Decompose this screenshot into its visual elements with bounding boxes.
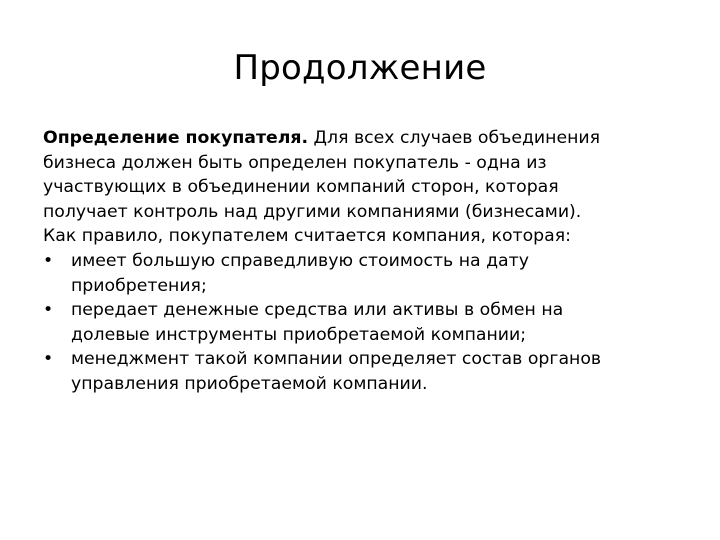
- criteria-list: [43, 249, 683, 397]
- criteria-item: [43, 298, 683, 347]
- slide-content: [43, 126, 683, 397]
- criteria-item-line: менеджмент такой компании определяет состав органов: [71, 349, 602, 370]
- definition-line: бизнеса должен быть определен покупатель - одна из: [43, 152, 547, 173]
- criteria-item: [43, 249, 683, 298]
- slide-title: Продолжение: [233, 48, 487, 88]
- bullet-icon: •: [43, 250, 54, 271]
- criteria-item-line: управления приобретаемой компании.: [71, 373, 428, 394]
- criteria-item-line: имеет большую справедливую стоимость на дату: [71, 250, 529, 271]
- criteria-item-line: передает денежные средства или активы в обмен на: [71, 300, 564, 321]
- definition-line: участвующих в объединении компаний сторон, которая: [43, 177, 559, 198]
- definition-line: Как правило, покупателем считается компания, которая:: [43, 226, 571, 247]
- bullet-icon: •: [43, 300, 54, 321]
- definition-term-suffix: .: [301, 128, 309, 148]
- criteria-item: [43, 347, 683, 396]
- definition-line: получает контроль над другими компаниями (бизнесами).: [43, 201, 582, 222]
- definition-line-1-text: Для всех случаев объединения: [308, 128, 601, 148]
- definition-term: [43, 128, 308, 148]
- definition-paragraph: [43, 126, 683, 249]
- bullet-icon: •: [43, 349, 54, 370]
- definition-term-text: Определение покупателя: [43, 128, 302, 148]
- criteria-item-line: долевые инструменты приобретаемой компании;: [71, 324, 527, 345]
- definition-line-1: [43, 126, 683, 151]
- criteria-item-line: приобретения;: [71, 275, 207, 296]
